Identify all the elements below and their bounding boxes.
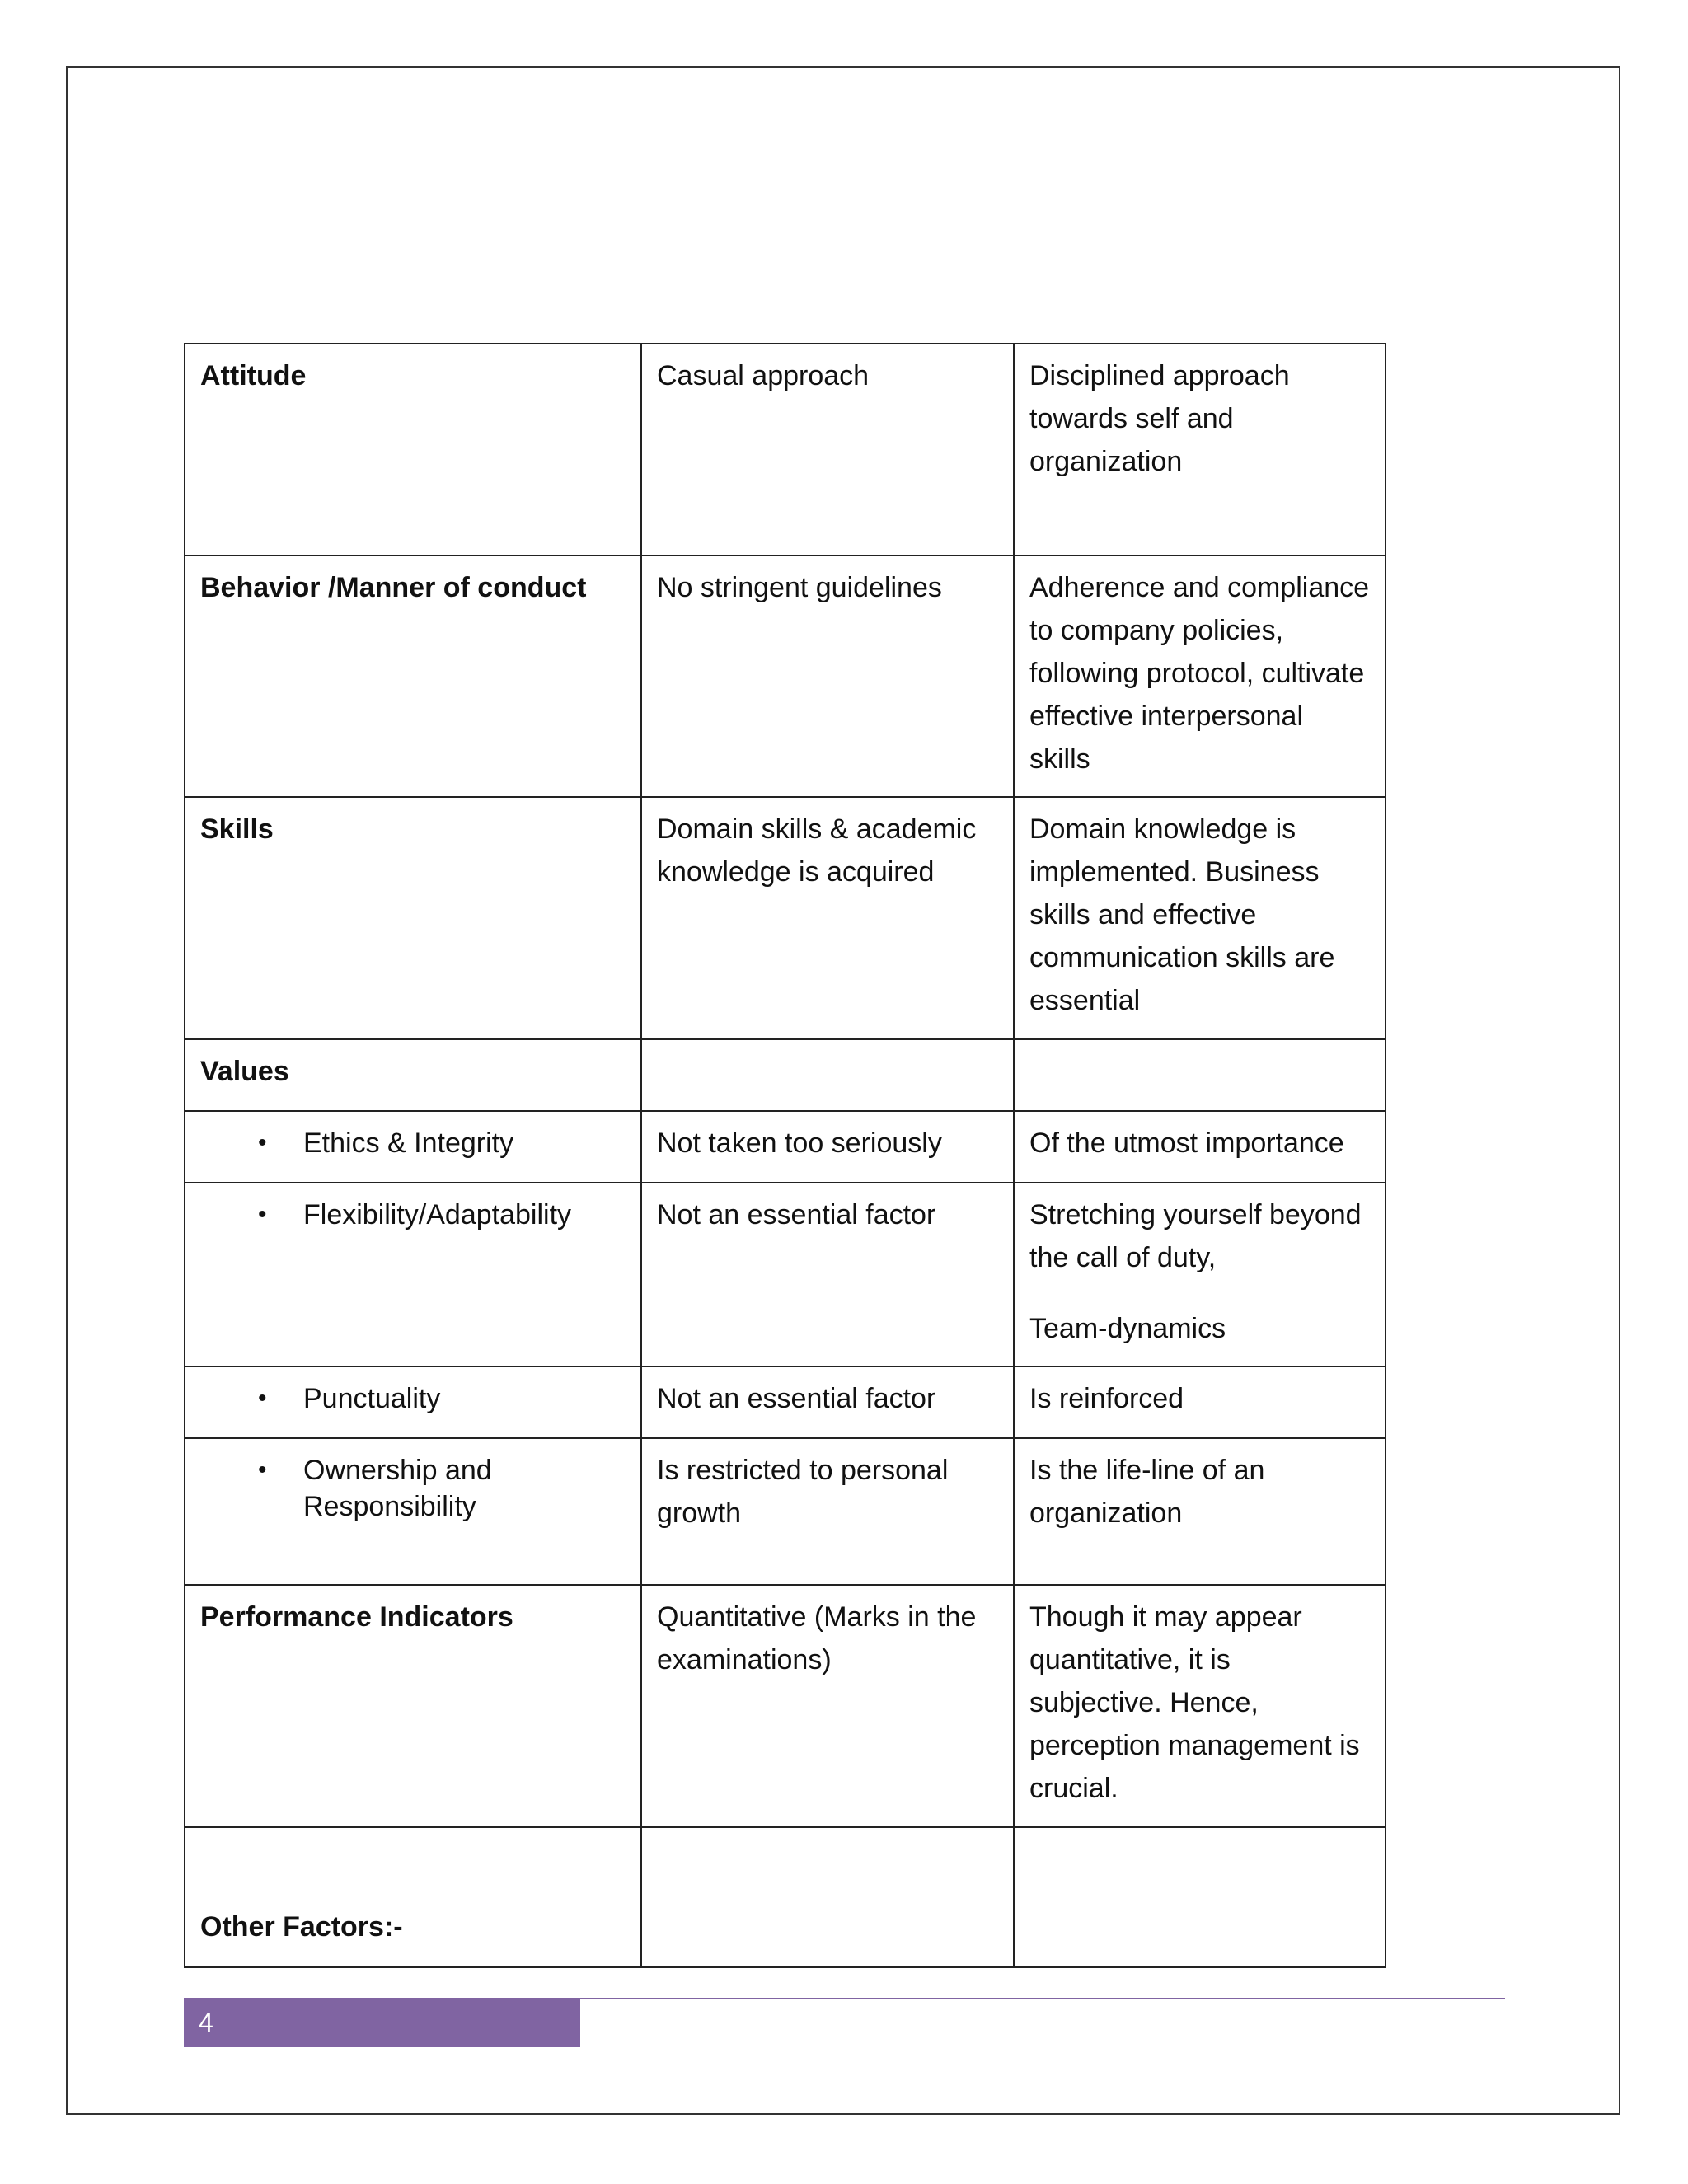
bullet-icon: • bbox=[258, 1201, 267, 1228]
row-label: Behavior /Manner of conduct bbox=[185, 555, 641, 797]
cell-student: Is restricted to personal growth bbox=[641, 1438, 1014, 1585]
row-label: Skills bbox=[185, 797, 641, 1039]
cell-professional: Of the utmost importance bbox=[1014, 1111, 1386, 1183]
cell-professional: Adherence and compliance to company policies, following protocol, cultivate effective interpersonal skills bbox=[1014, 555, 1386, 797]
cell-student bbox=[641, 1827, 1014, 1967]
bullet-icon: • bbox=[258, 1456, 267, 1483]
table-row bbox=[185, 1111, 1386, 1183]
cell-professional: Is the life-line of an organization bbox=[1014, 1438, 1386, 1585]
row-label: Performance Indicators bbox=[185, 1585, 641, 1827]
row-label: • Flexibility/Adaptability bbox=[185, 1183, 641, 1366]
cell-student: No stringent guidelines bbox=[641, 555, 1014, 797]
bullet-icon: • bbox=[258, 1385, 267, 1412]
cell-student: Domain skills & academic knowledge is acquired bbox=[641, 797, 1014, 1039]
footer-rule bbox=[580, 1998, 1505, 1999]
table-row bbox=[185, 797, 1386, 1039]
cell-student: Not taken too seriously bbox=[641, 1111, 1014, 1183]
row-label: Attitude bbox=[185, 344, 641, 555]
cell-student: Casual approach bbox=[641, 344, 1014, 555]
table-row bbox=[185, 555, 1386, 797]
cell-professional: Stretching yourself beyond the call of duty, Team-dynamics bbox=[1014, 1183, 1386, 1366]
cell-professional: Is reinforced bbox=[1014, 1366, 1386, 1438]
page-number: 4 bbox=[199, 2008, 213, 2037]
row-label: Values bbox=[185, 1039, 641, 1111]
cell-student: Not an essential factor bbox=[641, 1183, 1014, 1366]
cell-student: Not an essential factor bbox=[641, 1366, 1014, 1438]
cell-professional: Domain knowledge is implemented. Business skills and effective communication skills are essential bbox=[1014, 797, 1386, 1039]
table-row bbox=[185, 1585, 1386, 1827]
cell-student bbox=[641, 1039, 1014, 1111]
table-row bbox=[185, 1366, 1386, 1438]
cell-professional bbox=[1014, 1827, 1386, 1967]
table-row bbox=[185, 1039, 1386, 1111]
row-label: • Ethics & Integrity bbox=[185, 1111, 641, 1183]
cell-student: Quantitative (Marks in the examinations) bbox=[641, 1585, 1014, 1827]
row-label: • Ownership and Responsibility bbox=[185, 1438, 641, 1585]
table-row bbox=[185, 1438, 1386, 1585]
cell-professional bbox=[1014, 1039, 1386, 1111]
cell-professional: Disciplined approach towards self and organization bbox=[1014, 344, 1386, 555]
table-row bbox=[185, 344, 1386, 555]
bullet-icon: • bbox=[258, 1129, 267, 1156]
row-label: • Punctuality bbox=[185, 1366, 641, 1438]
comparison-table bbox=[184, 343, 1386, 1968]
footer-bar bbox=[184, 1998, 580, 2047]
table-row bbox=[185, 1183, 1386, 1366]
cell-professional: Though it may appear quantitative, it is subjective. Hence, perception management is crucial. bbox=[1014, 1585, 1386, 1827]
row-label: Other Factors:- bbox=[185, 1827, 641, 1967]
table-row bbox=[185, 1827, 1386, 1967]
